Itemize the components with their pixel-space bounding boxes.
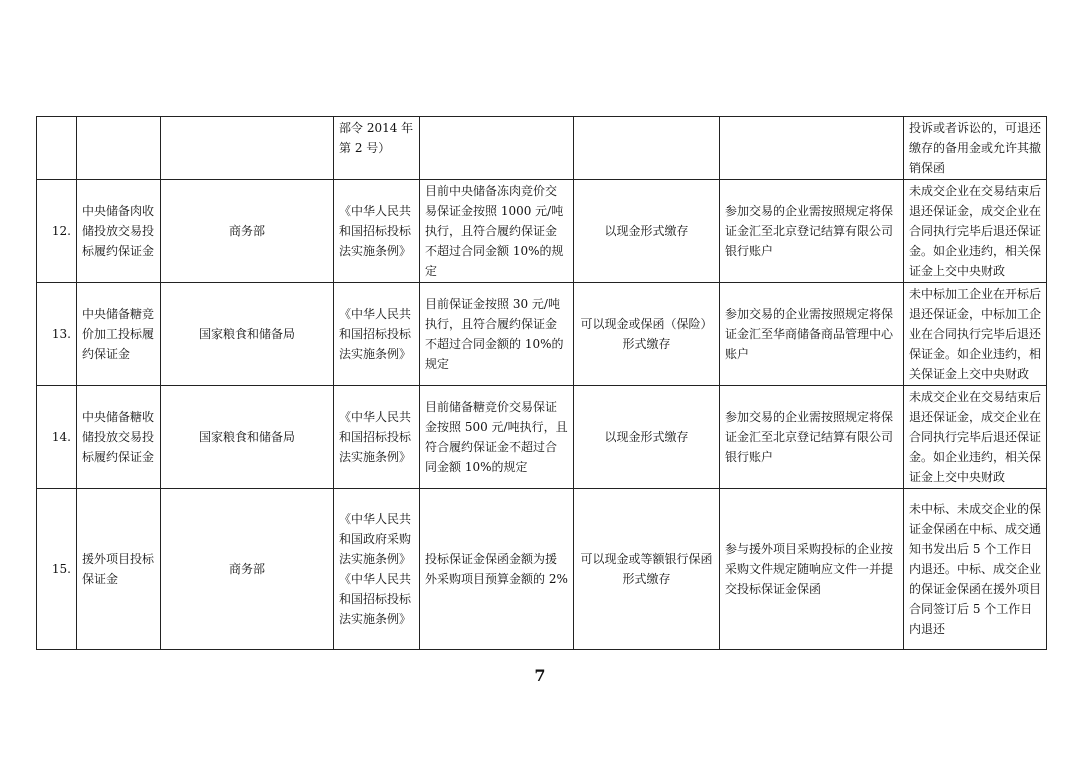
row-number: 13.	[37, 283, 77, 386]
department	[161, 117, 334, 180]
deposit-standard: 目前中央储备冻肉竞价交易保证金按照 1000 元/吨执行，且符合履约保证金不超过合同金额 10%的规定	[420, 180, 574, 283]
deposit-name	[77, 117, 161, 180]
legal-basis: 《中华人民共和国招标投标法实施条例》	[334, 283, 420, 386]
department: 国家粮食和储备局	[161, 386, 334, 489]
legal-basis: 《中华人民共和国招标投标法实施条例》	[334, 386, 420, 489]
deposit-name: 中央储备糖竞价加工投标履约保证金	[77, 283, 161, 386]
deposit-standard: 目前储备糖竞价交易保证金按照 500 元/吨执行，且符合履约保证金不超过合同金额 10%的规定	[420, 386, 574, 489]
legal-basis: 《中华人民共和国政府采购法实施条例》《中华人民共和国招标投标法实施条例》	[334, 489, 420, 650]
row-number: 12.	[37, 180, 77, 283]
page-number: 7	[534, 666, 546, 685]
deposit-account: 参加交易的企业需按照规定将保证金汇至北京登记结算有限公司银行账户	[720, 386, 904, 489]
row-number: 15.	[37, 489, 77, 650]
deposit-account: 参加交易的企业需按照规定将保证金汇至华商储备商品管理中心账户	[720, 283, 904, 386]
payment-form: 以现金形式缴存	[574, 386, 720, 489]
deposit-name: 援外项目投标保证金	[77, 489, 161, 650]
deposit-account: 参与援外项目采购投标的企业按采购文件规定随响应文件一并提交投标保证金保函	[720, 489, 904, 650]
refund-rule: 未成交企业在交易结束后退还保证金，成交企业在合同执行完毕后退还保证金。如企业违约，相关保证金上交中央财政	[904, 386, 1047, 489]
deposit-standard	[420, 117, 574, 180]
payment-form: 以现金形式缴存	[574, 180, 720, 283]
refund-rule: 未成交企业在交易结束后退还保证金，成交企业在合同执行完毕后退还保证金。如企业违约，相关保证金上交中央财政	[904, 180, 1047, 283]
payment-form	[574, 117, 720, 180]
table-row	[37, 180, 1047, 283]
table-row	[37, 489, 1047, 650]
department: 商务部	[161, 489, 334, 650]
deposit-account: 参加交易的企业需按照规定将保证金汇至北京登记结算有限公司银行账户	[720, 180, 904, 283]
legal-basis: 部令 2014 年第 2 号）	[334, 117, 420, 180]
row-number: 14.	[37, 386, 77, 489]
department: 国家粮食和储备局	[161, 283, 334, 386]
refund-rule: 未中标加工企业在开标后退还保证金，中标加工企业在合同执行完毕后退还保证金。如企业违约，相关保证金上交中央财政	[904, 283, 1047, 386]
refund-rule: 未中标、未成交企业的保证金保函在中标、成交通知书发出后 5 个工作日内退还。中标、成交企业的保证金保函在援外项目合同签订后 5 个工作日内退还	[904, 489, 1047, 650]
table-row	[37, 117, 1047, 180]
table-row	[37, 283, 1047, 386]
refund-rule: 投诉或者诉讼的，可退还缴存的备用金或允许其撤销保函	[904, 117, 1047, 180]
payment-form: 可以现金或等额银行保函形式缴存	[574, 489, 720, 650]
legal-basis: 《中华人民共和国招标投标法实施条例》	[334, 180, 420, 283]
row-number	[37, 117, 77, 180]
deposit-standard: 目前保证金按照 30 元/吨执行，且符合履约保证金不超过合同金额的 10%的规定	[420, 283, 574, 386]
guarantee-deposit-table	[36, 116, 1047, 650]
deposit-account	[720, 117, 904, 180]
department: 商务部	[161, 180, 334, 283]
deposit-name: 中央储备糖收储投放交易投标履约保证金	[77, 386, 161, 489]
table-row	[37, 386, 1047, 489]
deposit-name: 中央储备肉收储投放交易投标履约保证金	[77, 180, 161, 283]
deposit-standard: 投标保证金保函金额为援外采购项目预算金额的 2%	[420, 489, 574, 650]
payment-form: 可以现金或保函（保险）形式缴存	[574, 283, 720, 386]
